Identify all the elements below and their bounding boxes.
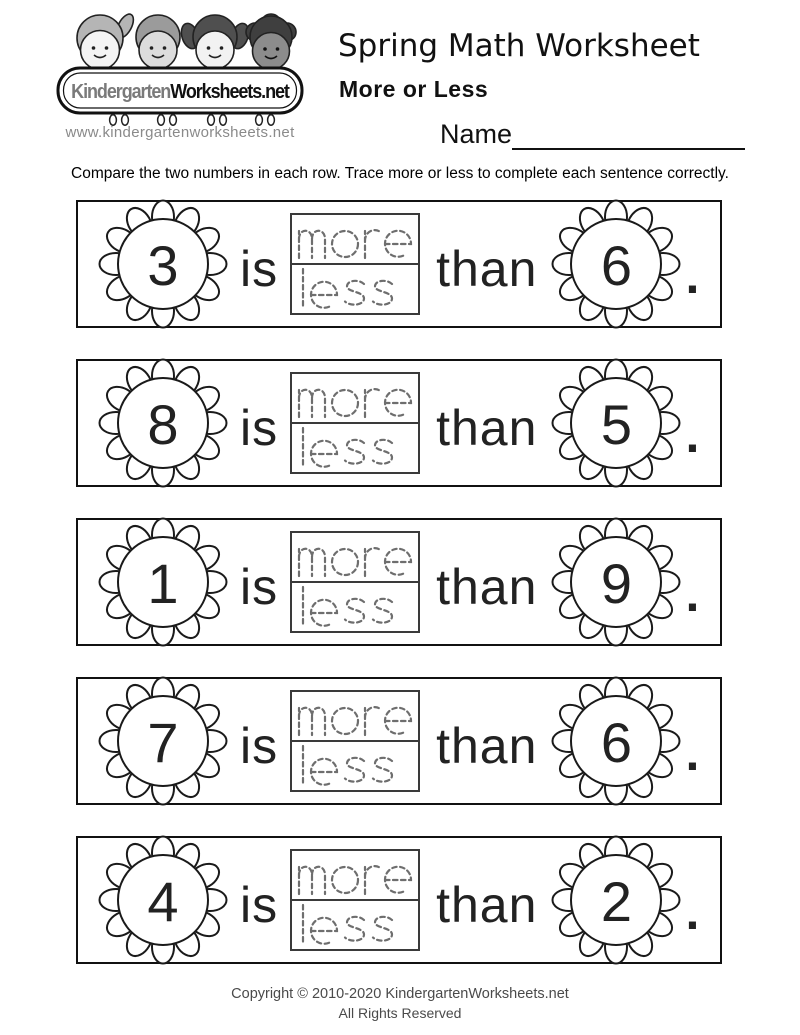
is-label: is bbox=[240, 241, 279, 297]
is-label: is bbox=[240, 400, 279, 456]
sentence-period: . bbox=[685, 407, 700, 463]
name-input-line[interactable] bbox=[512, 118, 745, 150]
flower-icon-left bbox=[98, 676, 228, 806]
left-number: 4 bbox=[147, 869, 179, 933]
trace-word-less-icon bbox=[295, 742, 415, 790]
site-logo bbox=[55, 10, 305, 128]
trace-box bbox=[290, 690, 420, 792]
trace-word-more-icon bbox=[295, 692, 415, 740]
left-number: 7 bbox=[147, 710, 179, 774]
than-label: than bbox=[436, 241, 538, 297]
trace-more-cell[interactable] bbox=[292, 851, 418, 901]
sentence-period: . bbox=[685, 725, 700, 781]
than-label: than bbox=[436, 559, 538, 615]
than-label: than bbox=[436, 718, 538, 774]
trace-more-cell[interactable] bbox=[292, 533, 418, 583]
trace-word-more-icon bbox=[295, 215, 415, 263]
page-title: Spring Math Worksheet bbox=[338, 28, 700, 64]
trace-more-cell[interactable] bbox=[292, 215, 418, 265]
logo-wordmark bbox=[68, 74, 293, 110]
sentence-period: . bbox=[685, 248, 700, 304]
trace-less-cell[interactable] bbox=[292, 424, 418, 472]
logo-text-worksheets: Worksheets.net bbox=[170, 81, 289, 103]
flower-icon-right bbox=[551, 835, 681, 965]
left-number: 8 bbox=[147, 392, 179, 456]
worksheet-row bbox=[76, 200, 722, 328]
logo-text-kindergarten: Kindergarten bbox=[71, 81, 171, 103]
trace-word-more-icon bbox=[295, 374, 415, 422]
left-number: 3 bbox=[147, 233, 179, 297]
than-label: than bbox=[436, 400, 538, 456]
trace-less-cell[interactable] bbox=[292, 742, 418, 790]
than-label: than bbox=[436, 877, 538, 933]
trace-more-cell[interactable] bbox=[292, 692, 418, 742]
flower-icon-right bbox=[551, 676, 681, 806]
right-number: 2 bbox=[600, 869, 633, 933]
trace-more-cell[interactable] bbox=[292, 374, 418, 424]
trace-box bbox=[290, 372, 420, 474]
worksheet-rows bbox=[76, 200, 722, 995]
website-url: www.kindergartenworksheets.net bbox=[65, 124, 295, 141]
trace-word-less-icon bbox=[295, 583, 415, 631]
page-subtitle: More or Less bbox=[339, 76, 489, 102]
worksheet-row bbox=[76, 836, 722, 964]
is-label: is bbox=[240, 877, 279, 933]
worksheet-row bbox=[76, 518, 722, 646]
trace-word-less-icon bbox=[295, 424, 415, 472]
right-number: 9 bbox=[600, 551, 633, 615]
flower-icon-right bbox=[551, 199, 681, 329]
trace-box bbox=[290, 531, 420, 633]
trace-less-cell[interactable] bbox=[292, 265, 418, 313]
right-number: 5 bbox=[600, 392, 633, 456]
trace-word-less-icon bbox=[295, 265, 415, 313]
trace-box bbox=[290, 849, 420, 951]
flower-icon-right bbox=[551, 358, 681, 488]
trace-box bbox=[290, 213, 420, 315]
flower-icon-right bbox=[551, 517, 681, 647]
worksheet-row bbox=[76, 677, 722, 805]
sentence-period: . bbox=[685, 566, 700, 622]
trace-less-cell[interactable] bbox=[292, 901, 418, 949]
copyright-text: Copyright © 2010-2020 KindergartenWorksheets.net bbox=[231, 986, 569, 1002]
sentence-period: . bbox=[685, 884, 700, 940]
flower-icon-left bbox=[98, 358, 228, 488]
worksheet-row bbox=[76, 359, 722, 487]
rights-text: All Rights Reserved bbox=[338, 1005, 462, 1021]
logo-kids-icon bbox=[55, 10, 305, 128]
page-footer bbox=[0, 986, 800, 1021]
name-row bbox=[440, 118, 745, 150]
trace-word-more-icon bbox=[295, 851, 415, 899]
flower-icon-left bbox=[98, 199, 228, 329]
is-label: is bbox=[240, 718, 279, 774]
right-number: 6 bbox=[600, 233, 633, 297]
trace-less-cell[interactable] bbox=[292, 583, 418, 631]
name-label: Name bbox=[440, 119, 513, 149]
flower-icon-left bbox=[98, 835, 228, 965]
left-number: 1 bbox=[147, 551, 179, 615]
is-label: is bbox=[240, 559, 279, 615]
right-number: 6 bbox=[600, 710, 633, 774]
trace-word-less-icon bbox=[295, 901, 415, 949]
instructions-text: Compare the two numbers in each row. Trace more or less to complete each sentence correctly. bbox=[71, 165, 729, 182]
flower-icon-left bbox=[98, 517, 228, 647]
trace-word-more-icon bbox=[295, 533, 415, 581]
